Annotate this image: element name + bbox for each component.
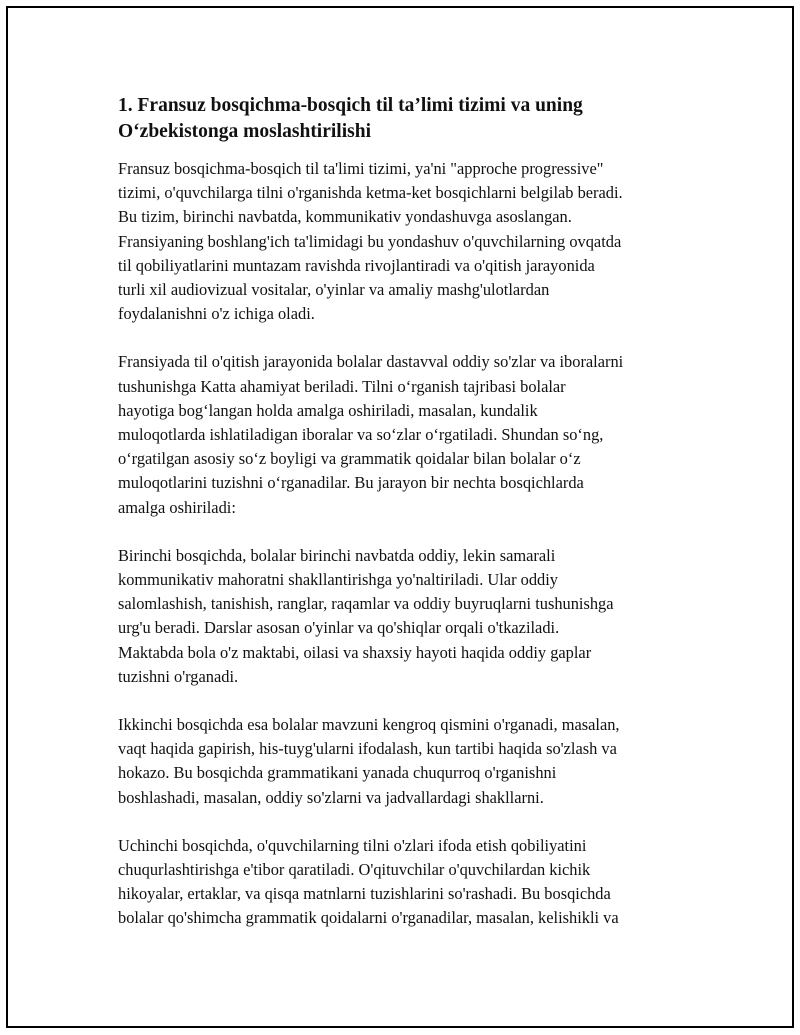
text-line: turli xil audiovizual vositalar, o'yinlar va amaliy mashg'ulotlardan xyxy=(118,280,550,300)
paragraph-france-teaching xyxy=(118,350,708,519)
text-line: salomlashish, tanishish, ranglar, raqamlar va oddiy buyruqlarni tushunishga xyxy=(118,594,614,614)
text-line: kommunikativ mahoratni shakllantirishga yo'naltiriladi. Ular oddiy xyxy=(118,570,558,590)
text-line: muloqotlarda ishlatiladigan iboralar va so‘zlar o‘rgatiladi. Shundan so‘ng, xyxy=(118,425,604,445)
text-line: til qobiliyatlarini muntazam ravishda rivojlantiradi va o'qitish jarayonida xyxy=(118,255,595,275)
document-body xyxy=(118,93,708,955)
text-line: Fransiyada til o'qitish jarayonida bolalar dastavval oddiy so'zlar va iboralarni xyxy=(118,352,624,372)
text-line: Fransuz bosqichma-bosqich til ta'limi tizimi, ya'ni "approche progressive" xyxy=(118,159,604,178)
heading-line: 1. Fransuz bosqichma-bosqich til ta’limi tizimi va uning xyxy=(118,95,583,116)
text-line: tushunishga Katta ahamiyat beriladi. Tilni o‘rganish tajribasi bolalar xyxy=(118,376,566,396)
text-line: chuqurlashtirishga e'tibor qaratiladi. O'qituvchilar o'quvchilardan kichik xyxy=(118,860,591,880)
text-line: hokazo. Bu bosqichda grammatikani yanada chuqurroq o'rganishni xyxy=(118,763,557,783)
paragraph-approche-progressive xyxy=(118,157,708,326)
text-line: tizimi, o'quvchilarga tilni o'rganishda ketma-ket bosqichlarni belgilab beradi. xyxy=(118,183,623,203)
text-line: Maktabda bola o'z maktabi, oilasi va shaxsiy hayoti haqida oddiy gaplar xyxy=(118,642,592,662)
text-line: urg'u beradi. Darslar asosan o'yinlar va qo'shiqlar orqali o'tkaziladi. xyxy=(118,618,560,638)
text-line: amalga oshiriladi: xyxy=(118,497,236,517)
heading-line: O‘zbekistonga moslashtirilishi xyxy=(118,121,371,142)
text-line: Ikkinchi bosqichda esa bolalar mavzuni kengroq qismini o'rganadi, masalan, xyxy=(118,715,620,735)
text-line: o‘rgatilgan asosiy so‘z boyligi va grammatik qoidalar bilan bolalar o‘z xyxy=(118,449,581,469)
text-line: boshlashadi, masalan, oddiy so'zlarni va jadvallardagi shakllarni. xyxy=(118,787,544,807)
text-line: hikoyalar, ertaklar, va qisqa matnlarni tuzishlarini so'rashadi. Bu bosqichda xyxy=(118,884,611,904)
paragraph-first-stage xyxy=(118,544,708,689)
text-line: Uchinchi bosqichda, o'quvchilarning tilni o'zlari ifoda etish qobiliyatini xyxy=(118,835,587,855)
text-line: foydalanishni o'z ichiga oladi. xyxy=(118,304,315,324)
paragraph-second-stage xyxy=(118,713,708,810)
text-line: hayotiga bog‘langan holda amalga oshiriladi, masalan, kundalik xyxy=(118,400,538,420)
text-line: muloqotlarini tuzishni o‘rganadilar. Bu jarayon bir nechta bosqichlarda xyxy=(118,473,584,493)
text-line: bolalar qo'shimcha grammatik qoidalarni o'rganadilar, masalan, kelishikli va xyxy=(118,908,619,928)
text-line: tuzishni o'rganadi. xyxy=(118,666,239,686)
text-line: Birinchi bosqichda, bolalar birinchi navbatda oddiy, lekin samarali xyxy=(118,545,556,565)
text-line: Bu tizim, birinchi navbatda, kommunikativ yondashuvga asoslangan. xyxy=(118,207,572,227)
section-heading xyxy=(118,93,708,145)
text-line: vaqt haqida gapirish, his-tuyg'ularni ifodalash, kun tartibi haqida so'zlash va xyxy=(118,739,617,759)
paragraph-third-stage xyxy=(118,834,708,931)
text-line: Fransiyaning boshlang'ich ta'limidagi bu yondashuv o'quvchilarning ovqatda xyxy=(118,231,622,251)
